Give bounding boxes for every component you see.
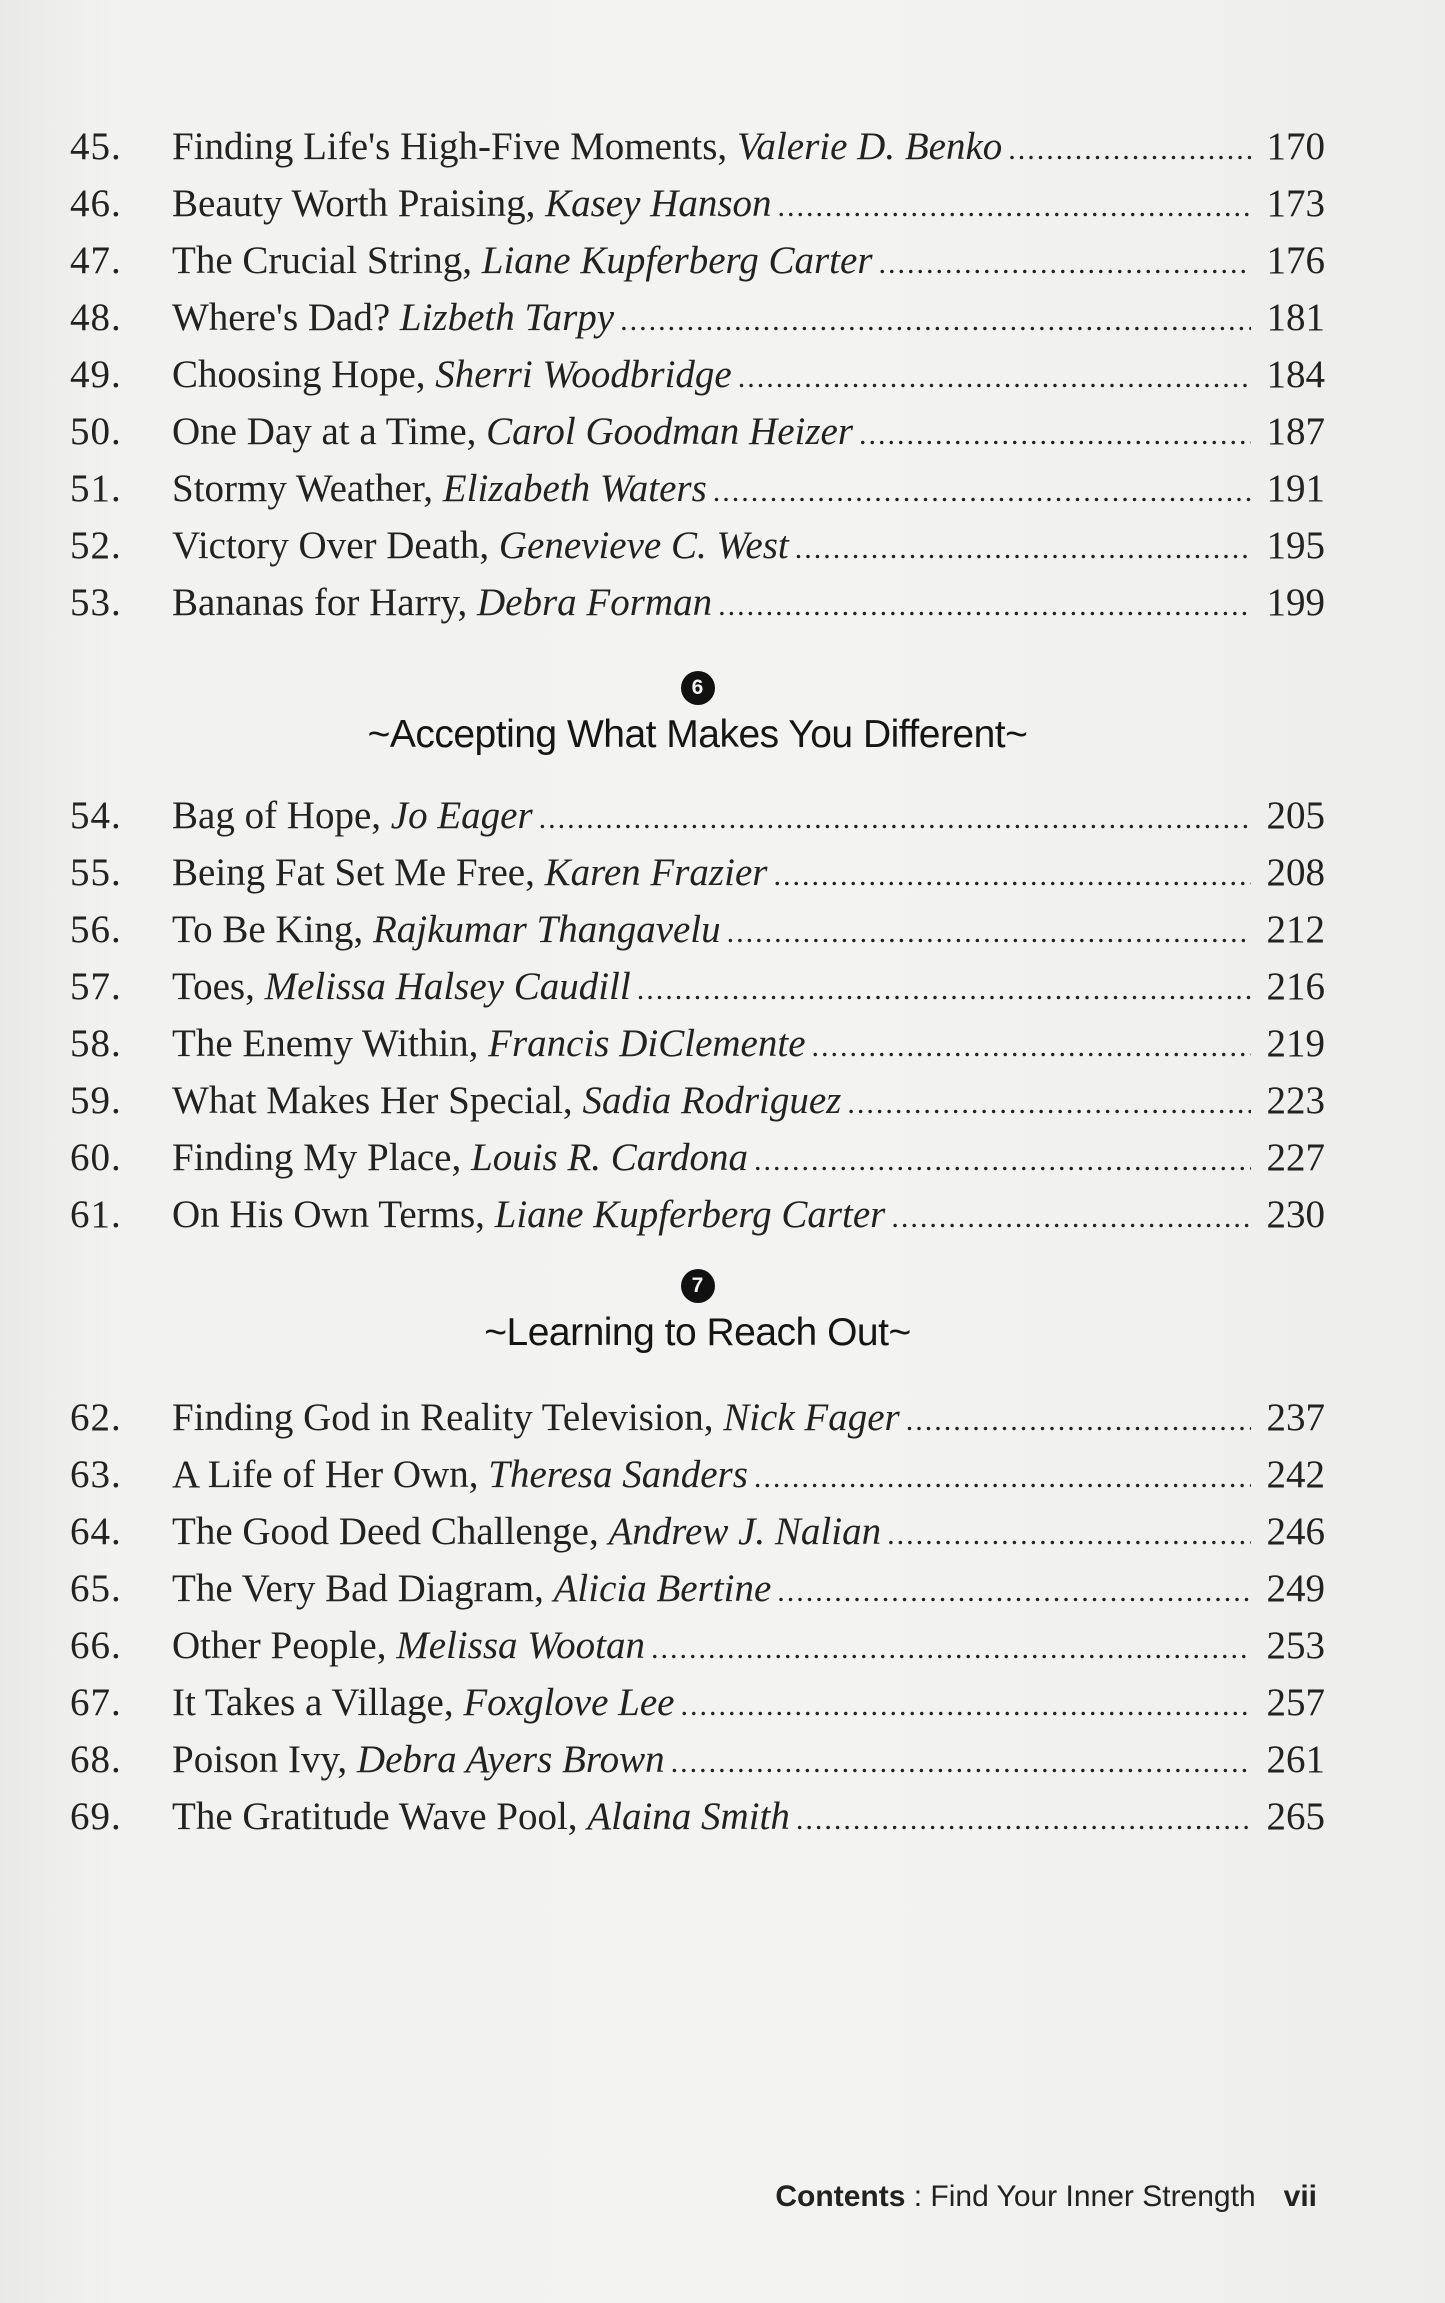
footer-book-title: Find Your Inner Strength — [930, 2180, 1256, 2213]
dot-leader — [796, 1791, 1251, 1848]
title-author-space — [578, 1788, 588, 1845]
story-title: Choosing Hope, — [172, 353, 426, 396]
story-number: 63. — [70, 1453, 122, 1496]
toc-entry — [70, 232, 1325, 289]
title-author-space — [472, 232, 482, 289]
story-author: Elizabeth Waters — [442, 467, 707, 510]
page-number: 242 — [1266, 1453, 1325, 1496]
story-author: Carol Goodman Heizer — [486, 410, 854, 453]
story-author: Sadia Rodriguez — [582, 1079, 842, 1122]
dot-leader — [887, 1506, 1251, 1563]
toc-entry — [70, 1186, 1325, 1243]
dot-leader — [847, 1075, 1251, 1132]
toc-entry — [70, 1731, 1325, 1788]
story-title: A Life of Her Own, — [172, 1453, 479, 1496]
story-number: 48. — [70, 296, 122, 339]
story-author: Alicia Bertine — [553, 1567, 772, 1610]
toc-entry — [70, 517, 1325, 574]
title-author-space — [489, 517, 499, 574]
story-title: Victory Over Death, — [172, 524, 490, 567]
dot-leader — [773, 847, 1251, 904]
story-author: Melissa Wootan — [396, 1624, 646, 1667]
story-author: Liane Kupferberg Carter — [494, 1193, 886, 1236]
page-number: 265 — [1266, 1795, 1325, 1838]
chapter-number-badge: 7 — [681, 1269, 715, 1303]
dot-leader — [738, 349, 1251, 406]
toc-entry — [70, 958, 1325, 1015]
entry-list-chapter-5 — [70, 118, 1325, 631]
page-number: 181 — [1266, 296, 1325, 339]
story-title: Poison Ivy, — [172, 1738, 348, 1781]
story-author: Jo Eager — [390, 794, 533, 837]
chapter-title: ~Learning to Reach Out~ — [484, 1311, 911, 1354]
story-number: 46. — [70, 182, 122, 225]
toc-entry — [70, 1389, 1325, 1446]
story-title: The Enemy Within, — [172, 1022, 479, 1065]
story-author: Foxglove Lee — [463, 1681, 675, 1724]
toc-entry — [70, 1072, 1325, 1129]
title-author-space — [713, 1389, 723, 1446]
toc-entry — [70, 1788, 1325, 1845]
story-author: Lizbeth Tarpy — [399, 296, 615, 339]
story-title: Beauty Worth Praising, — [172, 182, 536, 225]
title-author-space — [485, 1186, 495, 1243]
page-number: 173 — [1266, 182, 1325, 225]
story-number: 67. — [70, 1681, 122, 1724]
footer-contents-label: Contents — [775, 2180, 906, 2213]
page-number: 184 — [1266, 353, 1325, 396]
story-number: 58. — [70, 1022, 122, 1065]
page-folio: vii — [1283, 2180, 1317, 2213]
story-number: 64. — [70, 1510, 122, 1553]
page-number: 176 — [1266, 239, 1325, 282]
title-author-space — [573, 1072, 583, 1129]
page-number: 170 — [1266, 125, 1325, 168]
dot-leader — [795, 520, 1251, 577]
story-author: Theresa Sanders — [488, 1453, 748, 1496]
story-title: One Day at a Time, — [172, 410, 477, 453]
dot-leader — [777, 1563, 1251, 1620]
story-title: It Takes a Village, — [172, 1681, 454, 1724]
story-title: Toes, — [172, 965, 255, 1008]
toc-entry — [70, 1129, 1325, 1186]
toc-entry — [70, 1617, 1325, 1674]
story-title: Bag of Hope, — [172, 794, 382, 837]
story-title: Finding Life's High-Five Moments, — [172, 125, 728, 168]
title-author-space — [386, 1617, 396, 1674]
story-title: Other People, — [172, 1624, 387, 1667]
page-number: 227 — [1266, 1136, 1325, 1179]
title-author-space — [535, 844, 545, 901]
title-author-space — [476, 403, 486, 460]
dot-leader — [754, 1449, 1251, 1506]
toc-entry — [70, 346, 1325, 403]
story-number: 50. — [70, 410, 122, 453]
story-title: On His Own Terms, — [172, 1193, 485, 1236]
page-number: 261 — [1266, 1738, 1325, 1781]
title-author-space — [363, 901, 373, 958]
story-author: Andrew J. Nalian — [608, 1510, 882, 1553]
dot-leader — [718, 577, 1251, 634]
page-number: 257 — [1266, 1681, 1325, 1724]
story-title: Stormy Weather, — [172, 467, 434, 510]
title-author-space — [727, 118, 737, 175]
page-number: 253 — [1266, 1624, 1325, 1667]
chapter-7-heading — [70, 1269, 1325, 1355]
title-author-space — [461, 1129, 471, 1186]
story-author: Nick Fager — [723, 1396, 900, 1439]
toc-entry — [70, 460, 1325, 517]
title-author-space — [535, 175, 545, 232]
title-author-space — [381, 787, 391, 844]
page-number: 208 — [1266, 851, 1325, 894]
page-number: 237 — [1266, 1396, 1325, 1439]
story-title: The Good Deed Challenge, — [172, 1510, 599, 1553]
toc-entry — [70, 1015, 1325, 1072]
toc-entry — [70, 844, 1325, 901]
toc-entry — [70, 1503, 1325, 1560]
story-number: 56. — [70, 908, 122, 951]
story-number: 51. — [70, 467, 122, 510]
page-number: 191 — [1266, 467, 1325, 510]
story-title: Finding My Place, — [172, 1136, 462, 1179]
page-number: 223 — [1266, 1079, 1325, 1122]
toc-entry — [70, 787, 1325, 844]
title-author-space — [478, 1015, 488, 1072]
story-number: 52. — [70, 524, 122, 567]
page-number: 187 — [1266, 410, 1325, 453]
title-author-space — [390, 289, 400, 346]
story-title: Being Fat Set Me Free, — [172, 851, 535, 894]
story-title: The Gratitude Wave Pool, — [172, 1795, 578, 1838]
title-author-space — [454, 1674, 464, 1731]
story-number: 45. — [70, 125, 122, 168]
page-number: 246 — [1266, 1510, 1325, 1553]
story-number: 53. — [70, 581, 122, 624]
story-number: 47. — [70, 239, 122, 282]
story-number: 61. — [70, 1193, 122, 1236]
toc-entry — [70, 574, 1325, 631]
table-of-contents — [70, 118, 1325, 1845]
page-number: 230 — [1266, 1193, 1325, 1236]
story-author: Valerie D. Benko — [736, 125, 1003, 168]
story-title: Bananas for Harry, — [172, 581, 468, 624]
dot-leader — [671, 1734, 1251, 1791]
story-title: The Very Bad Diagram, — [172, 1567, 544, 1610]
footer-separator: : — [905, 2180, 931, 2213]
toc-entry — [70, 175, 1325, 232]
story-author: Melissa Halsey Caudill — [264, 965, 631, 1008]
toc-entry — [70, 403, 1325, 460]
story-number: 65. — [70, 1567, 122, 1610]
title-author-space — [599, 1503, 609, 1560]
page-number: 219 — [1266, 1022, 1325, 1065]
story-author: Kasey Hanson — [545, 182, 772, 225]
title-author-space — [426, 346, 436, 403]
dot-leader — [727, 904, 1251, 961]
title-author-space — [433, 460, 443, 517]
story-number: 62. — [70, 1396, 122, 1439]
toc-entry — [70, 118, 1325, 175]
story-number: 69. — [70, 1795, 122, 1838]
story-author: Debra Forman — [477, 581, 713, 624]
story-title: What Makes Her Special, — [172, 1079, 573, 1122]
toc-entry — [70, 1446, 1325, 1503]
title-author-space — [479, 1446, 489, 1503]
entry-list-chapter-7 — [70, 1389, 1325, 1845]
chapter-6-heading — [70, 671, 1325, 757]
story-number: 57. — [70, 965, 122, 1008]
story-number: 68. — [70, 1738, 122, 1781]
chapter-title: ~Accepting What Makes You Different~ — [367, 713, 1028, 756]
dot-leader — [906, 1392, 1251, 1449]
dot-leader — [539, 790, 1251, 847]
dot-leader — [754, 1132, 1251, 1189]
toc-entry — [70, 1560, 1325, 1617]
story-title: The Crucial String, — [172, 239, 473, 282]
toc-entry — [70, 1674, 1325, 1731]
story-number: 60. — [70, 1136, 122, 1179]
page-number: 212 — [1266, 908, 1325, 951]
story-number: 66. — [70, 1624, 122, 1667]
story-author: Rajkumar Thangavelu — [372, 908, 721, 951]
dot-leader — [637, 961, 1251, 1018]
story-author: Francis DiClemente — [488, 1022, 806, 1065]
page-footer — [775, 2180, 1317, 2214]
story-number: 59. — [70, 1079, 122, 1122]
dot-leader — [620, 292, 1251, 349]
chapter-number-badge: 6 — [681, 671, 715, 705]
page-number: 249 — [1266, 1567, 1325, 1610]
page-number: 205 — [1266, 794, 1325, 837]
title-author-space — [347, 1731, 357, 1788]
toc-entry — [70, 901, 1325, 958]
dot-leader — [891, 1189, 1251, 1246]
story-author: Liane Kupferberg Carter — [481, 239, 873, 282]
dot-leader — [680, 1677, 1251, 1734]
dot-leader — [651, 1620, 1251, 1677]
dot-leader — [778, 178, 1251, 235]
story-title: Finding God in Reality Television, — [172, 1396, 714, 1439]
dot-leader — [879, 235, 1251, 292]
entry-list-chapter-6 — [70, 787, 1325, 1243]
toc-entry — [70, 289, 1325, 346]
dot-leader — [1008, 121, 1251, 178]
page-number: 216 — [1266, 965, 1325, 1008]
story-author: Alaina Smith — [587, 1795, 790, 1838]
title-author-space — [467, 574, 477, 631]
story-author: Louis R. Cardona — [471, 1136, 749, 1179]
story-author: Karen Frazier — [544, 851, 768, 894]
story-number: 54. — [70, 794, 122, 837]
story-author: Debra Ayers Brown — [356, 1738, 665, 1781]
dot-leader — [812, 1018, 1251, 1075]
page-number: 199 — [1266, 581, 1325, 624]
story-number: 55. — [70, 851, 122, 894]
dot-leader — [859, 406, 1251, 463]
title-author-space — [255, 958, 265, 1015]
story-author: Genevieve C. West — [498, 524, 789, 567]
story-number: 49. — [70, 353, 122, 396]
title-author-space — [544, 1560, 554, 1617]
dot-leader — [713, 463, 1251, 520]
story-title: Where's Dad? — [172, 296, 391, 339]
story-title: To Be King, — [172, 908, 364, 951]
page-number: 195 — [1266, 524, 1325, 567]
story-author: Sherri Woodbridge — [435, 353, 732, 396]
